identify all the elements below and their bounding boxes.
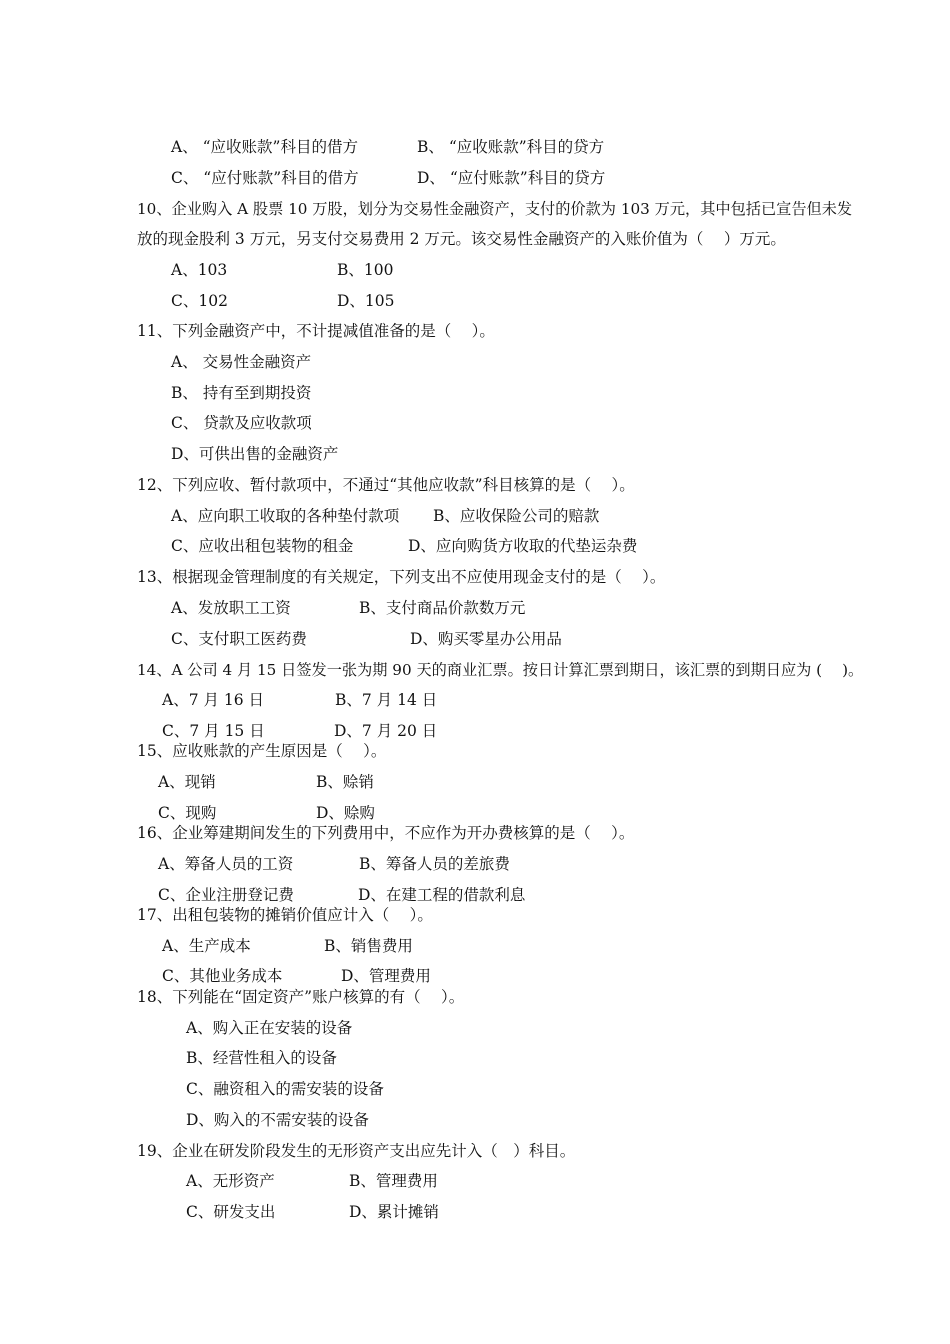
q13-option-d: D、购买零星办公用品 <box>410 630 562 648</box>
q19-stem: 19、企业在研发阶段发生的无形资产支出应先计入（ ）科目。 <box>137 1142 576 1160</box>
q14-option-a: A、7 月 16 日 <box>162 691 265 709</box>
q14-option-c: C、7 月 15 日 <box>162 722 265 740</box>
q18-option-a: A、购入正在安装的设备 <box>186 1019 353 1037</box>
q10-option-b: B、100 <box>337 261 394 279</box>
q13-stem: 13、根据现金管理制度的有关规定，下列支出不应使用现金支付的是（ ）。 <box>137 568 666 586</box>
q16-stem: 16、企业筹建期间发生的下列费用中，不应作为开办费核算的是（ ）。 <box>137 824 635 842</box>
q17-option-c: C、其他业务成本 <box>162 967 283 985</box>
q14-option-d: D、7 月 20 日 <box>334 722 438 740</box>
q13-option-c: C、支付职工医药费 <box>171 630 307 648</box>
q16-option-d: D、在建工程的借款利息 <box>358 886 526 904</box>
q12-option-d: D、应向购货方收取的代垫运杂费 <box>408 537 638 555</box>
q12-option-c: C、应收出租包装物的租金 <box>171 537 354 555</box>
q12-option-b: B、应收保险公司的赔款 <box>433 507 600 525</box>
q16-option-b: B、筹备人员的差旅费 <box>359 855 510 873</box>
q10-stem-line2: 放的现金股利 3 万元，另支付交易费用 2 万元。该交易性金融资产的入账价值为（ ）万元。 <box>137 230 786 248</box>
q16-option-a: A、筹备人员的工资 <box>158 855 294 873</box>
q14-option-b: B、7 月 14 日 <box>335 691 438 709</box>
q13-option-a: A、发放职工工资 <box>171 599 291 617</box>
q15-stem: 15、应收账款的产生原因是（ ）。 <box>137 742 387 760</box>
q9-option-a: A、 “应收账款”科目的借方 <box>171 138 358 156</box>
q18-option-d: D、购入的不需安装的设备 <box>186 1111 369 1129</box>
q10-stem-line1: 10、企业购入 A 股票 10 万股，划分为交易性金融资产，支付的价款为 103 万元，其中包括已宣告但未发 <box>137 200 853 218</box>
q11-option-a: A、 交易性金融资产 <box>171 353 312 371</box>
q11-stem: 11、下列金融资产中，不计提减值准备的是（ ）。 <box>137 322 495 340</box>
q10-option-d: D、105 <box>337 292 395 310</box>
q17-option-b: B、销售费用 <box>324 937 413 955</box>
q14-stem: 14、A 公司 4 月 15 日签发一张为期 90 天的商业汇票。按日计算汇票到期日，该汇票的到期日应为 ( )。 <box>137 661 864 679</box>
q15-option-c: C、现购 <box>158 804 217 822</box>
q15-option-d: D、赊购 <box>316 804 375 822</box>
q19-option-c: C、研发支出 <box>186 1203 276 1221</box>
q12-stem: 12、下列应收、暂付款项中，不通过“其他应收款”科目核算的是（ ）。 <box>137 476 635 494</box>
q10-option-a: A、103 <box>171 261 228 279</box>
q9-option-d: D、 “应付账款”科目的贷方 <box>417 169 606 187</box>
q16-option-c: C、企业注册登记费 <box>158 886 294 904</box>
q17-option-a: A、生产成本 <box>162 937 251 955</box>
q17-stem: 17、出租包装物的摊销价值应计入（ ）。 <box>137 906 433 924</box>
q9-option-b: B、 “应收账款”科目的贷方 <box>417 138 605 156</box>
q15-option-b: B、赊销 <box>316 773 374 791</box>
q12-option-a: A、应向职工收取的各种垫付款项 <box>171 507 400 525</box>
q19-option-d: D、累计摊销 <box>349 1203 439 1221</box>
q19-option-a: A、无形资产 <box>186 1172 275 1190</box>
q11-option-c: C、 贷款及应收款项 <box>171 414 312 432</box>
q18-option-c: C、融资租入的需安装的设备 <box>186 1080 384 1098</box>
q15-option-a: A、现销 <box>158 773 216 791</box>
q10-option-c: C、102 <box>171 292 228 310</box>
q19-option-b: B、管理费用 <box>349 1172 438 1190</box>
q13-option-b: B、支付商品价款数万元 <box>359 599 526 617</box>
q18-stem: 18、下列能在“固定资产”账户核算的有（ ）。 <box>137 988 465 1006</box>
q11-option-d: D、可供出售的金融资产 <box>171 445 339 463</box>
q18-option-b: B、经营性租入的设备 <box>186 1049 337 1067</box>
q17-option-d: D、管理费用 <box>341 967 431 985</box>
q11-option-b: B、 持有至到期投资 <box>171 384 312 402</box>
q9-option-c: C、 “应付账款”科目的借方 <box>171 169 359 187</box>
